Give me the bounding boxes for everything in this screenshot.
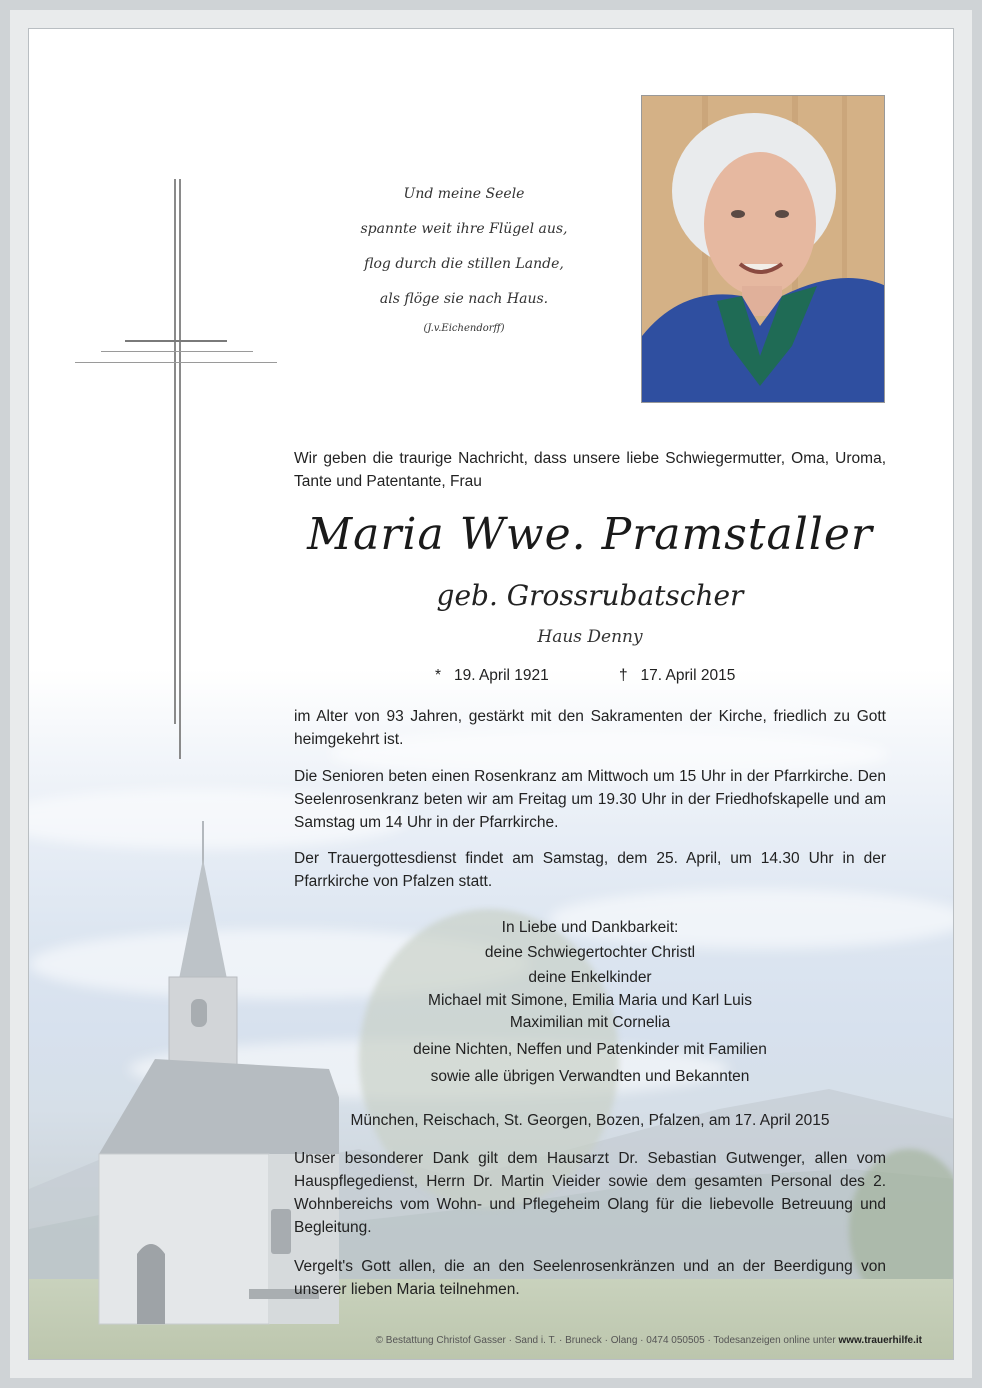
footer-url[interactable]: www.trauerhilfe.it (838, 1335, 922, 1346)
death-date (619, 667, 735, 685)
footer-text: © Bestattung Christof Gasser · Sand i. T. · Bruneck · Olang · 0474 050505 · Todesanzeigen online unter (375, 1335, 839, 1346)
poem (314, 177, 614, 339)
age-text: im Alter von 93 Jahren, gestärkt mit den Sakramenten der Kirche, friedlich zu Gott heimgekehrt ist. (294, 708, 886, 748)
poem-line: Und meine Seele (403, 186, 525, 202)
poem-author: (J.v.Eichendorff) (423, 323, 505, 334)
mourners-list (294, 915, 886, 1089)
mourner-line: Maximilian mit Cornelia (509, 1014, 671, 1031)
house-name: Haus Denny (537, 627, 643, 647)
mourner-line: deine Enkelkinder (528, 969, 652, 986)
poem-line: spannte weit ihre Flügel aus, (360, 221, 568, 237)
death-symbol: † (619, 667, 628, 684)
birth-name: geb. Grossrubatscher (436, 579, 744, 612)
rosary-text: Die Senioren beten einen Rosenkranz am Mittwoch um 15 Uhr in der Pfarrkirche. Den Seelenrosenkranz beten wir am Freitag um 19.30 Uhr in der Friedhofskapelle und am Samstag um 14 Uhr in der Pfarrkirche. (294, 768, 886, 831)
birth-symbol: * (435, 667, 442, 684)
intro-text: Wir geben die traurige Nachricht, dass unsere liebe Schwiegermutter, Oma, Uroma, Tante und Patentante, Frau (294, 450, 886, 490)
birth-date-value: 19. April 1921 (453, 667, 549, 684)
mourner-line: deine Schwiegertochter Christl (484, 944, 696, 961)
poem-line: flog durch die stillen Lande, (364, 256, 564, 272)
mourner-line: In Liebe und Dankbarkeit: (501, 919, 679, 936)
footer (294, 1335, 922, 1346)
place-date: München, Reischach, St. Georgen, Bozen, Pfalzen, am 17. April 2015 (350, 1112, 830, 1129)
mourner-line: sowie alle übrigen Verwandten und Bekannten (430, 1068, 750, 1085)
deceased-name: Maria Wwe. Pramstaller (307, 509, 873, 560)
poem-line: als flöge sie nach Haus. (379, 291, 549, 307)
closing-text: Vergelt's Gott allen, die an den Seelenrosenkränzen und an der Beerdigung von unserer lieben Maria teilnehmen. (294, 1258, 886, 1298)
thanks-text: Unser besonderer Dank gilt dem Hausarzt Dr. Sebastian Gutwenger, allen vom Hauspflegedienst, Herrn Dr. Martin Vieider sowie dem gesamten Personal des 2. Wohnbereichs vom Wohn- und Pflegeheim Olang für die liebevolle Betreuung und Begleitung. (294, 1150, 886, 1236)
death-date-value: 17. April 2015 (640, 667, 736, 684)
portrait-photo (641, 95, 885, 403)
obituary-card (28, 28, 954, 1360)
birth-date (435, 667, 549, 685)
mourner-line: Michael mit Simone, Emilia Maria und Karl Luis (428, 992, 752, 1009)
mourner-line: deine Nichten, Neffen und Patenkinder mit Familien (413, 1041, 767, 1058)
funeral-text: Der Trauergottesdienst findet am Samstag, dem 25. April, um 14.30 Uhr in der Pfarrkirche von Pfalzen statt. (294, 850, 886, 890)
